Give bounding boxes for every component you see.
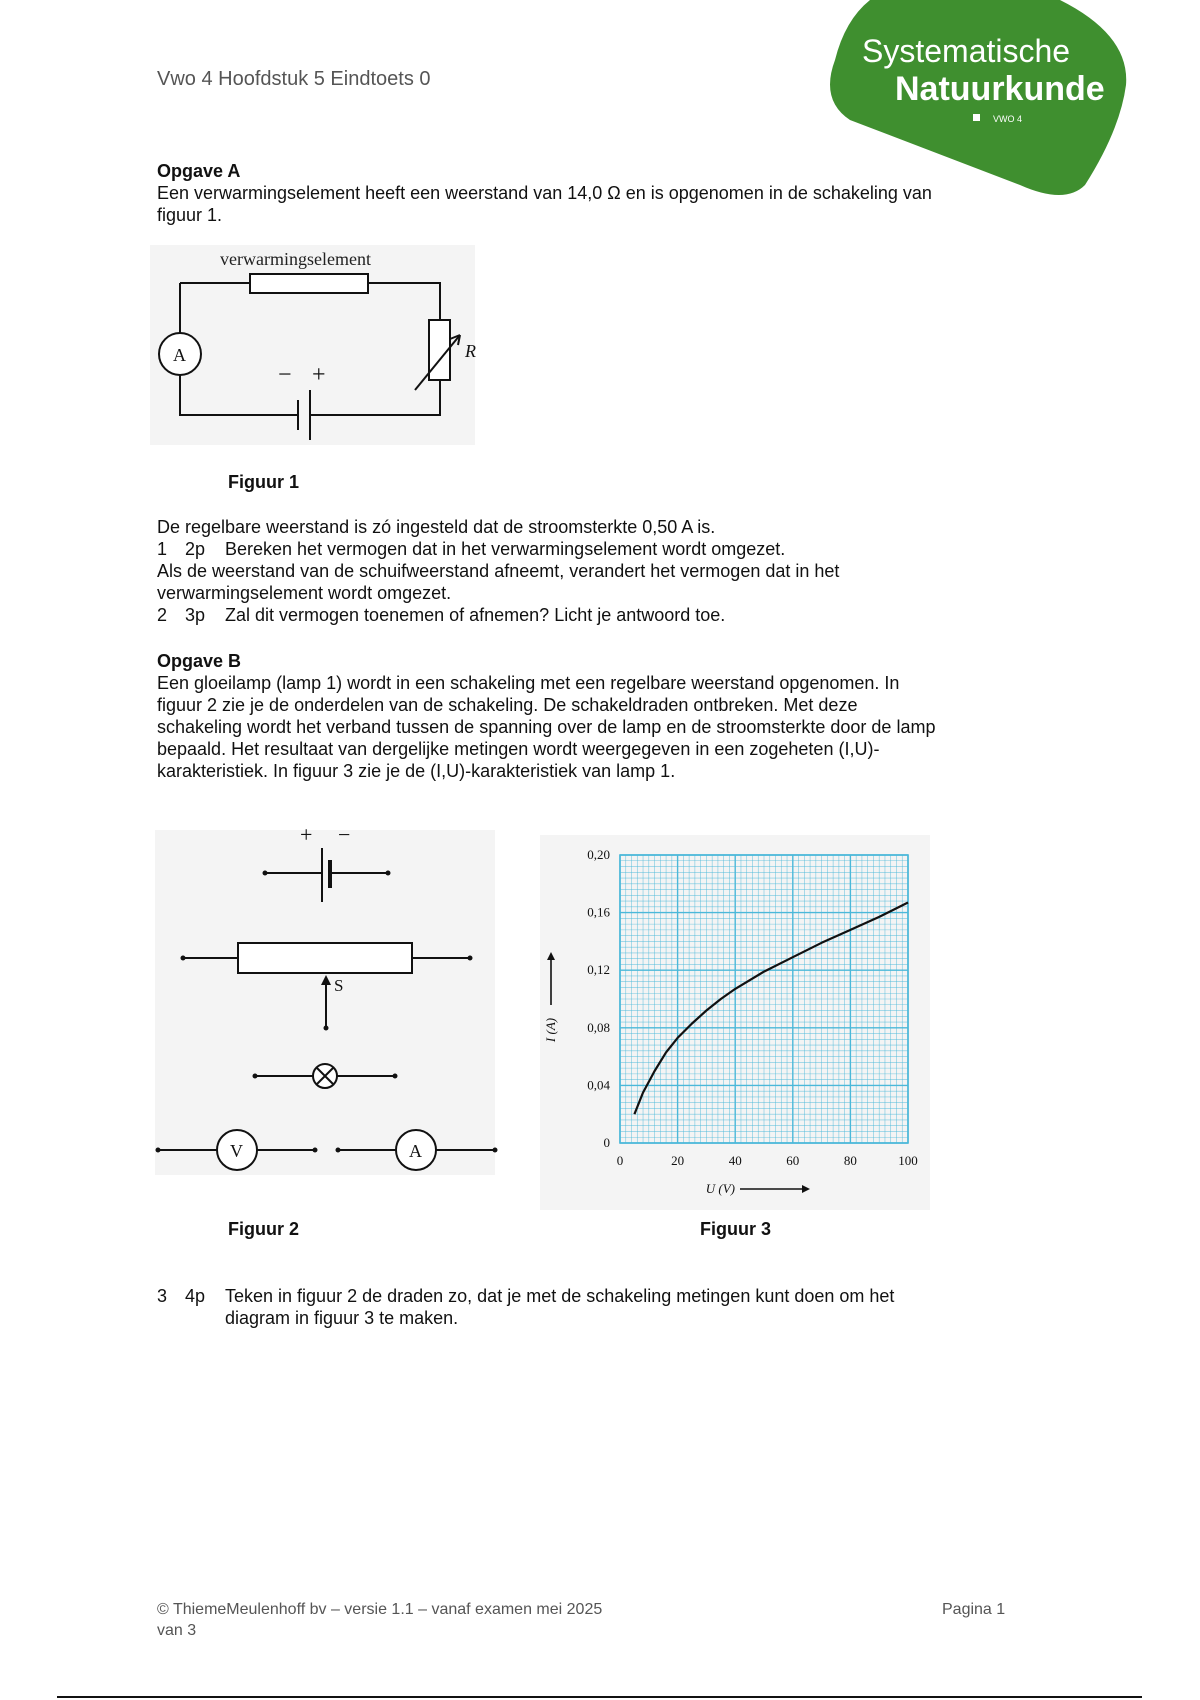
question-2: 2 3p Zal dit vermogen toenemen of afnemen? Licht je antwoord toe. — [157, 605, 726, 625]
x-tick-label: 20 — [671, 1153, 685, 1168]
opgave-b-line4: bepaald. Het resultaat van dergelijke metingen wordt weergegeven in een zogeheten (I,U)- — [157, 739, 880, 759]
opgave-b-line5: karakteristiek. In figuur 3 zie je de (I,U)-karakteristiek van lamp 1. — [157, 761, 676, 781]
question-3-line2: diagram in figuur 3 te maken. — [225, 1308, 459, 1328]
page-header-title: Vwo 4 Hoofdstuk 5 Eindtoets 0 — [157, 68, 431, 90]
figure-3-chart — [540, 835, 930, 1210]
opgave-b-title: Opgave B — [157, 651, 242, 671]
opgave-b-line1: Een gloeilamp (lamp 1) wordt in een schakeling met een regelbare weerstand opgenomen. In — [157, 673, 900, 693]
heating-element-resistor — [250, 274, 368, 293]
figure-1-caption: Figuur 1 — [228, 472, 299, 492]
logo-line1: Systematische — [862, 33, 1071, 69]
heating-element-label: verwarmingselement — [220, 249, 371, 269]
publisher-logo — [830, 0, 1130, 200]
svg-text:S: S — [334, 976, 344, 995]
svg-text:A: A — [173, 345, 186, 365]
opgave-a-text2-line1: Als de weerstand van de schuifweerstand afneemt, verandert het vermogen dat in het — [157, 561, 840, 581]
opgave-a-text2-line2: verwarmingselement wordt omgezet. — [157, 583, 452, 603]
opgave-a-intro-line1: Een verwarmingselement heeft een weerstand van 14,0 Ω en is opgenomen in de schakeling van — [157, 183, 932, 203]
slide-resistor — [238, 943, 412, 973]
logo-line2: Natuurkunde — [895, 70, 1105, 108]
footer-page-total: van 3 — [157, 1622, 197, 1639]
y-axis-label: I (A) — [543, 1017, 558, 1043]
x-tick-label: 60 — [786, 1153, 800, 1168]
opgave-b-line3: schakeling wordt het verband tussen de spanning over de lamp en de stroomsterkte door de lamp — [157, 717, 936, 737]
x-tick-label: 80 — [843, 1153, 857, 1168]
svg-text:A: A — [409, 1141, 422, 1161]
svg-text:R: R — [465, 341, 476, 361]
footer-page-number: Pagina 1 — [942, 1601, 1006, 1618]
footer-divider — [57, 1696, 1142, 1698]
x-tick-label: 0 — [616, 1153, 624, 1168]
svg-text:+: + — [300, 822, 313, 847]
x-axis-label: U (V) — [705, 1181, 735, 1196]
svg-text:V: V — [230, 1141, 243, 1161]
y-tick-label: 0 — [603, 1135, 610, 1150]
svg-text:−: − — [278, 362, 292, 388]
y-tick-label: 0,20 — [587, 847, 610, 862]
y-tick-label: 0,12 — [587, 962, 610, 978]
question-3: 3 4p Teken in figuur 2 de draden zo, dat je met de schakeling metingen kunt doen om het — [157, 1286, 895, 1306]
figure-1-circuit — [150, 240, 490, 450]
svg-text:−: − — [338, 822, 351, 847]
opgave-b-line2: figuur 2 zie je de onderdelen van de schakeling. De schakeldraden ontbreken. Met deze — [157, 695, 858, 715]
y-tick-label: 0,16 — [587, 904, 610, 920]
x-tick-label: 100 — [898, 1153, 918, 1168]
opgave-a-text1: De regelbare weerstand is zó ingesteld dat de stroomsterkte 0,50 A is. — [157, 517, 716, 537]
logo-sub: VWO 4 — [993, 114, 1023, 124]
y-tick-label: 0,08 — [587, 1019, 610, 1035]
svg-text:+: + — [312, 362, 326, 388]
x-tick-label: 40 — [728, 1153, 742, 1168]
opgave-a-intro-line2: figuur 1. — [157, 205, 223, 225]
figure-2-components — [150, 820, 500, 1180]
question-1: 1 2p Bereken het vermogen dat in het verwarmingselement wordt omgezet. — [157, 539, 786, 559]
figure-3-caption: Figuur 3 — [700, 1219, 771, 1239]
figure-2-caption: Figuur 2 — [228, 1219, 299, 1239]
opgave-a-title: Opgave A — [157, 161, 241, 181]
y-tick-label: 0,04 — [587, 1077, 610, 1093]
footer-copyright: © ThiemeMeulenhoff bv – versie 1.1 – vanaf examen mei 2025 — [157, 1601, 603, 1618]
